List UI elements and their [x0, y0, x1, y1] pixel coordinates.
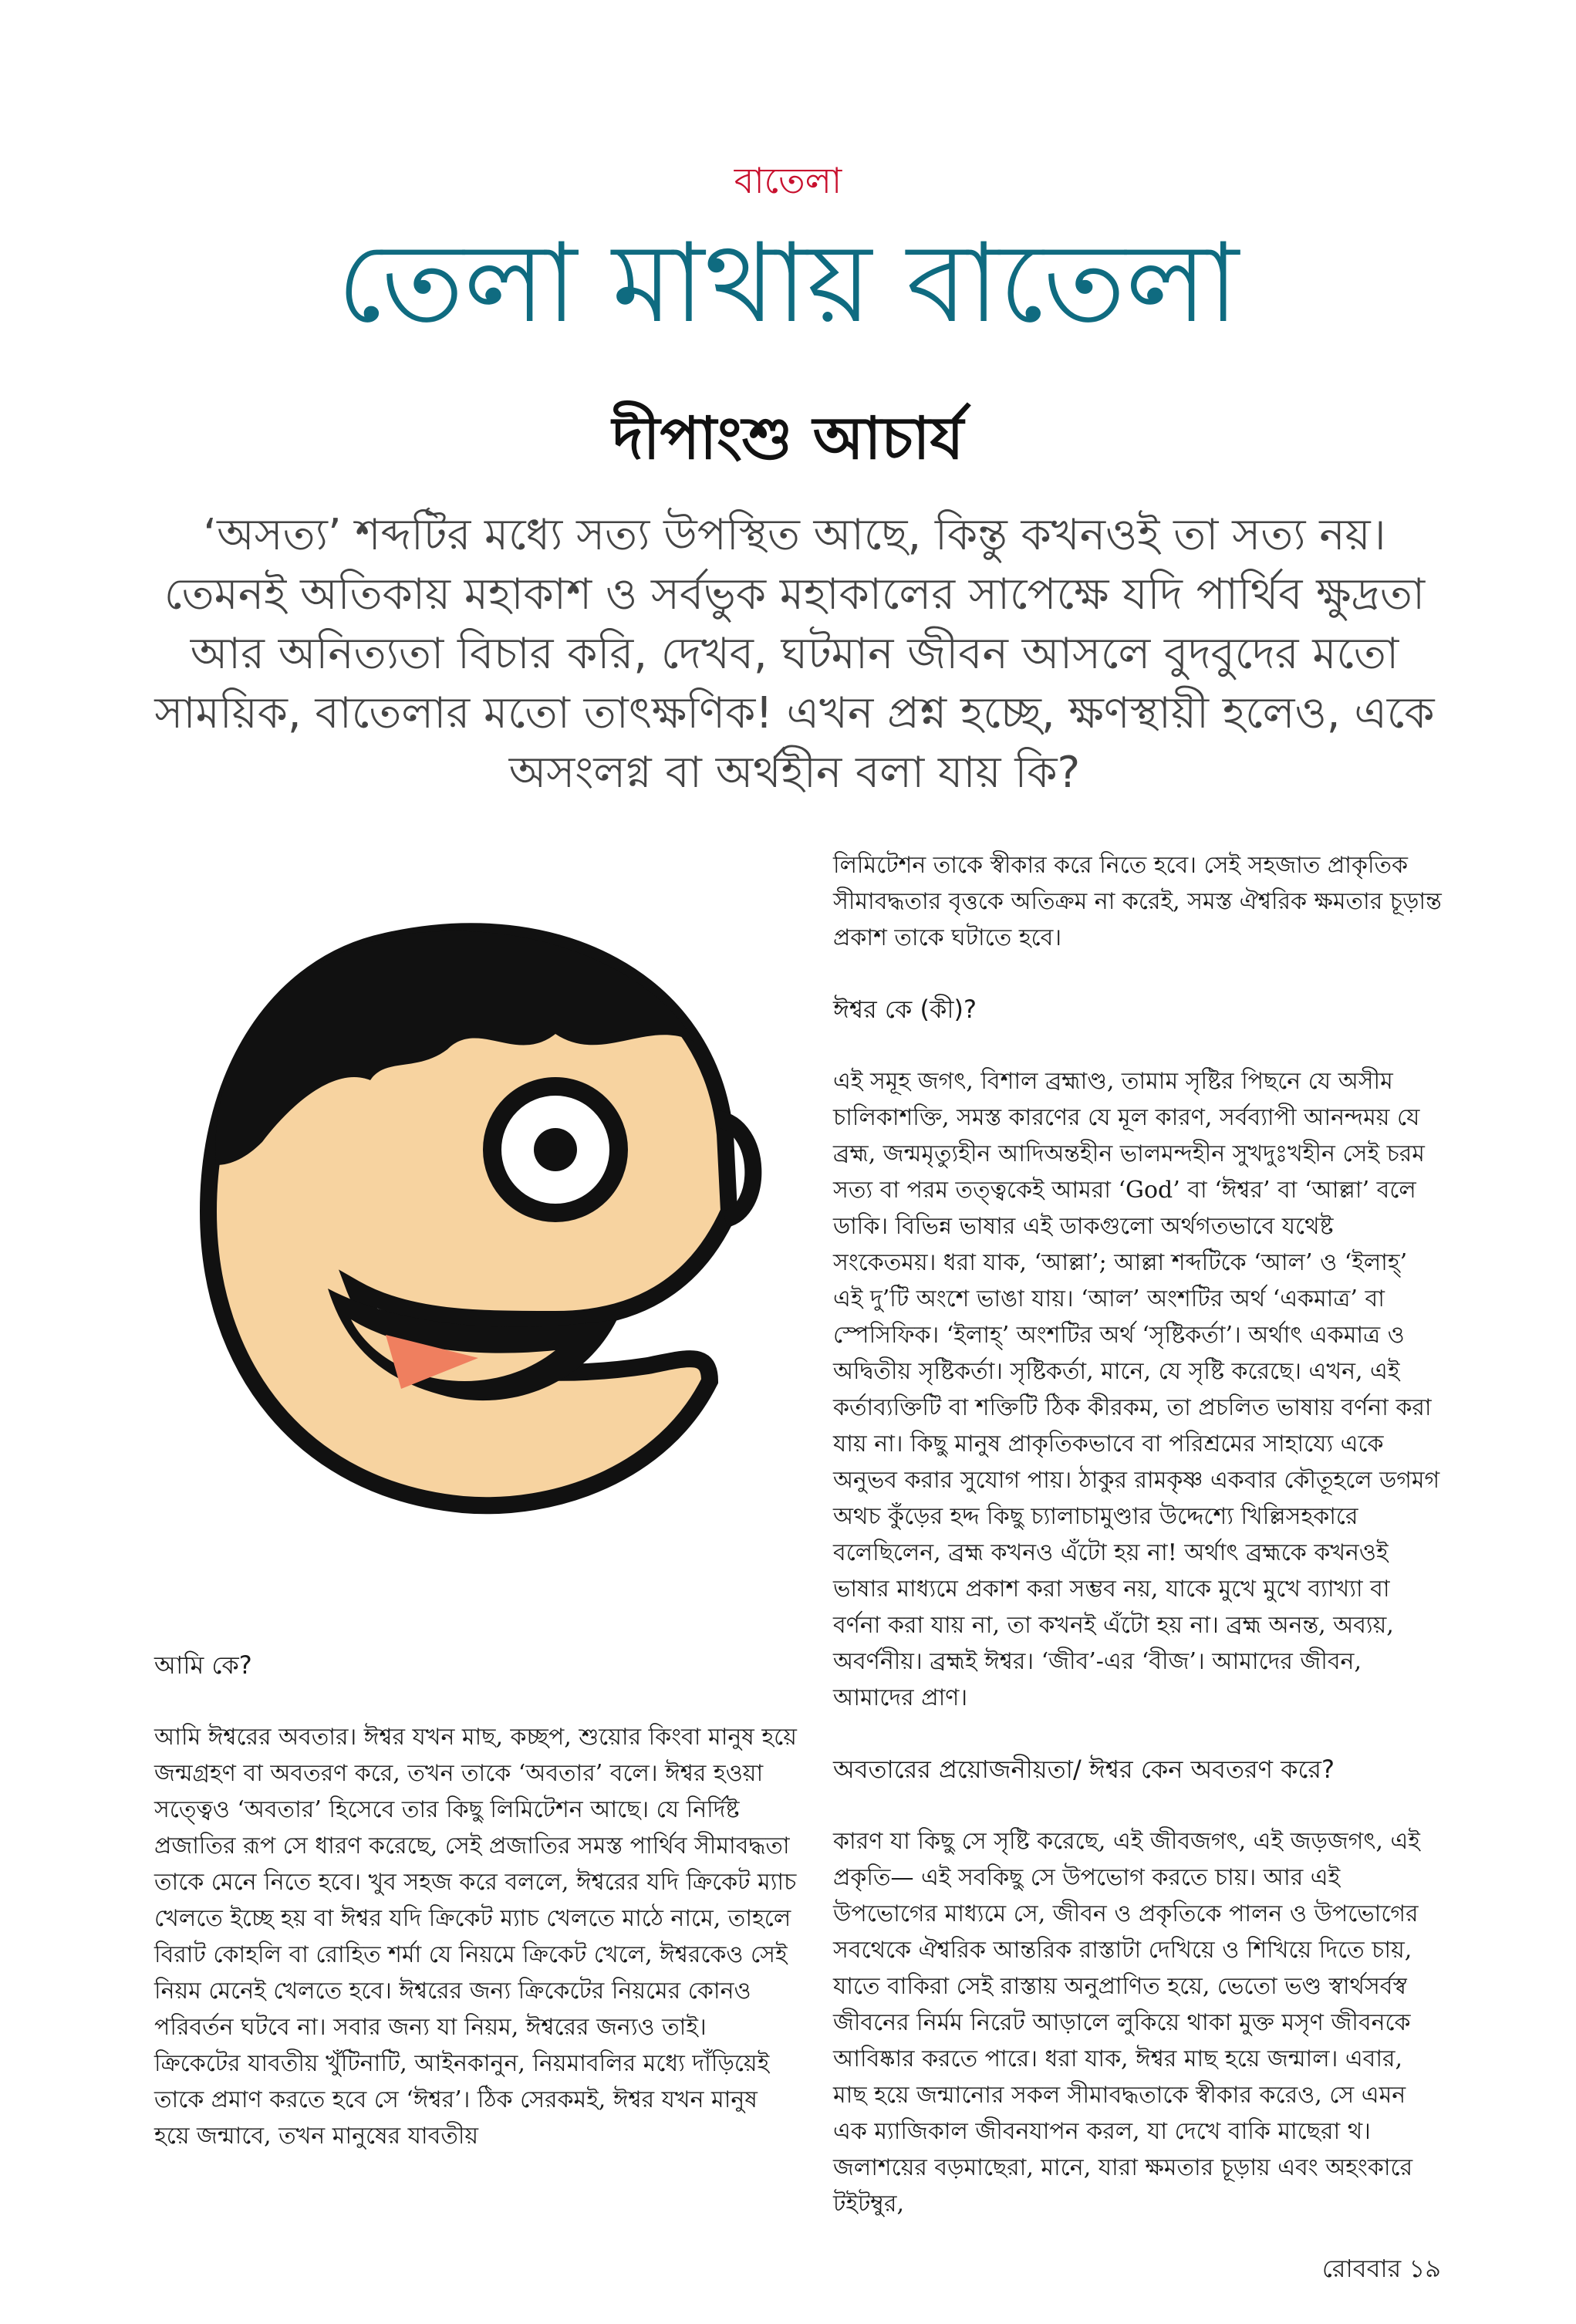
- eye-pupil: [534, 1128, 577, 1171]
- right-para-2: এই সমূহ জগৎ, বিশাল ব্রহ্মাণ্ড, তামাম সৃষ্টির পিছনে যে অসীম চালিকাশক্তি, সমস্ত কারণের যে মূল কারণ, সর্বব্যাপী আনন্দময় যে ব্রহ্ম, জন্মমৃত্যুহীন আদিঅন্তহীন ভালমন্দহীন সুখদুঃখহীন সেই চরম সত্য বা পরম তত্ত্বকেই আমরা ‘God’ বা ‘ঈশ্বর’ বা ‘আল্লা’ বলে ডাকি। বিভিন্ন ভাষার এই ডাকগুলো অর্থগতভাবে যথেষ্ট সংকেতময়। ধরা যাক, ‘আল্লা’; আল্লা শব্দটিকে ‘আল’ ও ‘ইলাহ্’ এই দু’টি অংশে ভাঙা যায়। ‘আল’ অংশটির অর্থ ‘একমাত্র’ বা স্পেসিফিক। ‘ইলাহ্’ অংশটির অর্থ ‘সৃষ্টিকর্তা’। অর্থাৎ একমাত্র ও অদ্বিতীয় সৃষ্টিকর্তা। সৃষ্টিকর্তা, মানে, যে সৃষ্টি করেছে। এখন, এই কর্তাব্যক্তিটি বা শক্তিটি ঠিক কীরকম, তা প্রচলিত ভাষায় বর্ণনা করা যায় না। কিছু মানুষ প্রাকৃতিকভাবে বা পরিশ্রমের সাহায্যে একে অনুভব করার সুযোগ পায়। ঠাকুর রামকৃষ্ণ একবার কৌতূহলে ডগমগ অথচ কুঁড়ের হদ্দ কিছু চ্যালাচামুণ্ডার উদ্দেশ্যে খিল্লিসহকারে বলেছিলেন, ব্রহ্ম কখনও এঁটো হয় না! অর্থাৎ ব্রহ্মকে কখনওই ভাষার মাধ্যমে প্রকাশ করা সম্ভব নয়, যাকে মুখে মুখে ব্যাখ্যা বা বর্ণনা করা যায় না, তা কখনই এঁটো হয় না। ব্রহ্ম অনন্ত, অব্যয়, অবর্ণনীয়। ব্রহ্মই ঈশ্বর। ‘জীব’-এর ‘বীজ’। আমাদের জীবন, আমাদের প্রাণ।: [833, 1068, 1440, 1711]
- heading-ami-ke: আমি কে?: [154, 1650, 252, 1680]
- cartoon-face-icon: [154, 887, 787, 1520]
- right-column: [833, 847, 1443, 2222]
- page-footer: রোববার ১৯: [1321, 2254, 1441, 2283]
- section-label: বাতেলা: [734, 160, 842, 201]
- author-name: দীপাংশু আচার্য: [612, 404, 964, 472]
- intro-paragraph: ‘অসত্য’ শব্দটির মধ্যে সত্য উপস্থিত আছে, কিন্তু কখনওই তা সত্য নয়। তেমনই অতিকায় মহাকাশ ও সর্বভুক মহাকালের সাপেক্ষে যদি পার্থিব ক্ষুদ্রতা আর অনিত্যতা বিচার করি, দেখব, ঘটমান জীবন আসলে বুদবুদের মতো সাময়িক, বাতেলার মতো তাৎক্ষণিক! এখন প্রশ্ন হচ্ছে, ক্ষণস্থায়ী হলেও, একে অসংলগ্ন বা অর্থহীন বলা যায় কি?: [154, 510, 1435, 798]
- heading-avatar-need: অবতারের প্রয়োজনীয়তা/ ঈশ্বর কেন অবতরণ করে?: [833, 1755, 1335, 1784]
- heading-ishwar-ke: ঈশ্বর কে (কী)?: [833, 995, 977, 1024]
- left-column: [154, 1647, 798, 2154]
- right-para-1: লিমিটেশন তাকে স্বীকার করে নিতে হবে। সেই সহজাত প্রাকৃতিক সীমাবদ্ধতার বৃত্তকে অতিক্রম না করেই, সমস্ত ঐশ্বরিক ক্ষমতার চূড়ান্ত প্রকাশ তাকে ঘটাতে হবে।: [833, 852, 1442, 951]
- left-body-text: আমি ঈশ্বরের অবতার। ঈশ্বর যখন মাছ, কচ্ছপ, শুয়োর কিংবা মানুষ হয়ে জন্মগ্রহণ বা অবতরণ করে, তখন তাকে ‘অবতার’ বলে। ঈশ্বর হওয়া সত্ত্বেও ‘অবতার’ হিসেবে তার কিছু লিমিটেশন আছে। যে নির্দিষ্ট প্রজাতির রূপ সে ধারণ করেছে, সেই প্রজাতির সমস্ত পার্থিব সীমাবদ্ধতা তাকে মেনে নিতে হবে। খুব সহজ করে বললে, ঈশ্বরের যদি ক্রিকেট ম্যাচ খেলতে ইচ্ছে হয় বা ঈশ্বর যদি ক্রিকেট ম্যাচ খেলতে মাঠে নামে, তাহলে বিরাট কোহলি বা রোহিত শর্মা যে নিয়মে ক্রিকেট খেলে, ঈশ্বরকেও সেই নিয়ম মেনেই খেলতে হবে। ঈশ্বরের জন্য ক্রিকেটের নিয়মের কোনও পরিবর্তন ঘটবে না। সবার জন্য যা নিয়ম, ঈশ্বরের জন্যও তাই। ক্রিকেটের যাবতীয় খুঁটিনাটি, আইনকানুন, নিয়মাবলির মধ্যে দাঁড়িয়েই তাকে প্রমাণ করতে হবে সে ‘ঈশ্বর’। ঠিক সেরকমই, ঈশ্বর যখন মানুষ হয়ে জন্মাবে, তখন মানুষের যাবতীয়: [154, 1724, 797, 2150]
- right-para-3: কারণ যা কিছু সে সৃষ্টি করেছে, এই জীবজগৎ, এই জড়জগৎ, এই প্রকৃতি— এই সবকিছু সে উপভোগ করতে চায়। আর এই উপভোগের মাধ্যমে সে, জীবন ও প্রকৃতিকে পালন ও উপভোগের সবথেকে ঐশ্বরিক আন্তরিক রাস্তাটা দেখিয়ে ও শিখিয়ে দিতে চায়, যাতে বাকিরা সেই রাস্তায় অনুপ্রাণিত হয়ে, ভেতো ভণ্ড স্বার্থসর্বস্ব জীবনের নির্মম নিরেট আড়ালে লুকিয়ে থাকা মুক্ত মসৃণ জীবনকে আবিষ্কার করতে পারে। ধরা যাক, ঈশ্বর মাছ হয়ে জন্মাল। এবার, মাছ হয়ে জন্মানোর সকল সীমাবদ্ধতাকে স্বীকার করেও, সে এমন এক ম্যাজিকাল জীবনযাপন করল, যা দেখে বাকি মাছেরা থ। জলাশয়ের বড়মাছেরা, মানে, যারা ক্ষমতার চূড়ায় এবং অহংকারে টইটম্বুর,: [833, 1828, 1420, 2218]
- article-title: তেলা মাথায় বাতেলা: [336, 220, 1240, 347]
